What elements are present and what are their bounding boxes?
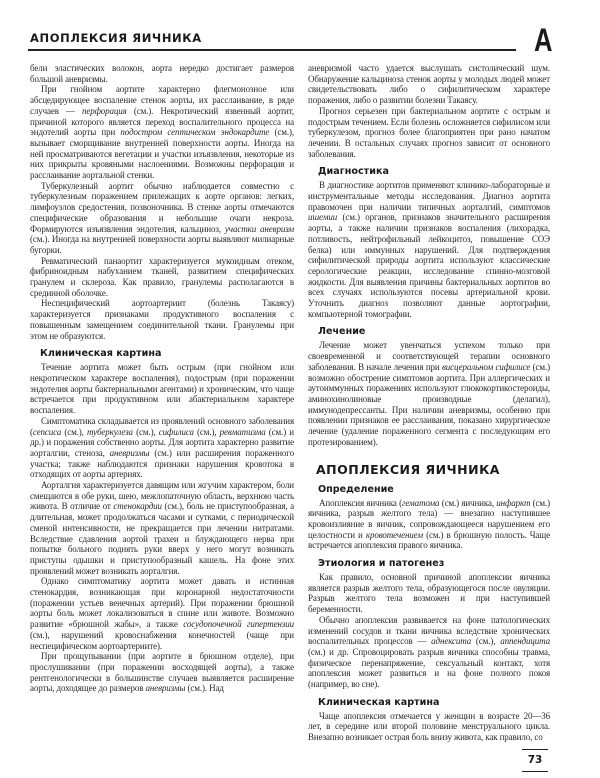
left-text-block-1 [30,63,294,341]
entry-title: АПОПЛЕКСИЯ ЯИЧНИКА [316,461,500,477]
paragraph [30,256,294,299]
definition-text [308,498,550,552]
page-number-rule-bottom [522,771,548,772]
italic-term: участки аневризм [224,223,294,234]
text-run: аневризмой часто удается выслушать систолический шум. Обнаружение кальциноза стенок аорты у молодых людей может свидетельствовать либо о сифилитическом характере поражения, либо о развитии болезни Такаясу. [308,63,550,106]
paragraph [308,615,550,690]
paragraph [308,340,550,447]
text-run: Прогноз серьезен при бактериальном аортите с острым и подострым течением. Если болезнь осложняется сифилисом или туберкулезом, прогноз более благоприятен при рано начатом лечении. В остальных случаях прогноз зависит от основного заболевания. [308,105,550,159]
page-number: 73 [527,754,543,766]
italic-term: подостром септическом эндокардите [120,127,270,138]
subheading-diagnostics: Диагностика [318,166,389,178]
italic-term: кровотечением [365,529,423,540]
text-run: (см.) или расширения пораженного участка; также наблюдаются признаки нарушения кровотока в отходящих от аорты артериях. [30,447,294,480]
paragraph [30,63,294,84]
italic-term: висцеральном сифилисе [442,361,531,372]
text-run: Аорталгия характеризуется давящим или жгучим характером, боли смещаются в обе руки, шею, межлопаточную область, верхнюю часть живота. В отличие от [30,480,294,512]
text-run: (см.), боль не приступообразная, а длительная, может продолжаться часами и сутками, с периодической сменой интенсивности, не прекращается при лечении нитратами. Вследствие сдавления аортой трахеи и блуждающего нерва при попытке больного поднять руки вверх у него могут возникать приступы одышки и приступообразный кашель. На фоне этих проявлений может возникать аорталгия. [30,501,294,576]
italic-term: аднексита [431,636,472,647]
page-number-rule-top [522,749,548,750]
italic-term: ишемии [308,212,338,223]
text-run: (см.) возможно обострение симптомов аортита. При аллергических и аутоиммунных поражениях используют глюкокортикостероиды, аминохинолиновые производные (делагил), иммунодепрессанты. При наличии аневризмы, особенно при появлении признаков ее расслаивания, показано хирургическое лечение (удаление пораженного сегмента с последующим его протезированием). [308,361,550,447]
header-rule [28,49,516,51]
italic-term: ревматизма [219,426,266,437]
text-run: (см.) и др.) и поражения собственно аорты. Для аортита характерно развитие аорталгии, стеноза, [30,426,294,458]
subheading-clinical-picture: Клиническая картина [40,348,162,360]
text-run: (см.) яичника, разрыв желтого тела) — внезапно наступившее кровоизлияние в яичник, сопровождающееся нарушением его целостности и [308,497,550,540]
text-run: (см.), [132,426,159,437]
text-run: Туберкулезный аортит обычно наблюдается совместно с туберкулезным поражением прилежащих к аорте органов: легких, лимфоузлов средостения, позвоночника. В стенке аорты отмечаются специфические образования и небольшие очаги некроза. Формируются изъязвления эндотелия, кальциноз, [30,180,294,234]
subheading-treatment: Лечение [318,326,366,338]
text-run: Чаще апоплексия отмечается у женщин в возрасте 20—36 лет, в середине или второй половине менструального цикла. Внезапно возникает острая боль внизу живота, как правило, со [308,710,550,743]
paragraph [30,576,294,651]
paragraph [30,416,294,480]
subheading-definition: Определение [318,483,394,495]
paragraph [308,572,550,615]
subheading-clinical-picture-2: Клиническая картина [318,696,440,708]
text-run: Течение аортита может быть острым (при гнойном или некротическом характере воспаления), подострым (при поражении эндотелия аорты бактериальными агентами) и хроническим, что чаще встречается при продуктивном или абактериальном характере воспаления. [30,362,294,416]
text-run: Неспецифический аортоартериит (болезнь Такаясу) характеризуется признаками продуктивного воспаления с повышенным замещением соединительной ткани. Гранулемы при этом не образуются. [30,298,294,341]
italic-term: стенокардии [113,501,162,512]
italic-term: гематома [401,497,440,508]
treatment-text [308,340,550,447]
paragraph [308,106,550,160]
right-column [308,63,550,743]
text-run: (см.), [471,636,501,647]
text-run: Апоплексия яичника ( [319,497,402,508]
paragraph [308,180,550,319]
paragraph [30,362,294,416]
paragraph [308,498,550,552]
text-run: (см.) и др. Спровоцировать разрыв яичника способны травма, физическое перенапряжение, сексуальный контакт, хотя апоплексия может развиться и на фоне полного покоя (например, во сне). [308,646,550,690]
text-run: Ревматический панаортит характеризуется мукоидным отеком, фибриноидным набуханием тканей, развитием специфических гранулем и склероза. Как правило, гранулемы располагаются в срединной оболочке. [30,255,294,298]
paragraph [30,84,294,180]
text-run: (см.). Над [185,683,224,694]
clinical-picture-text [308,711,550,743]
paragraph [30,181,294,256]
italic-term: аневризмы [145,683,186,694]
text-run: (см.) в брюшную полость. Чаще встречается апоплексия правого яичника. [308,529,550,551]
paragraph [30,480,294,576]
text-run: Симптоматика складывается из проявлений основного заболевания ( [30,415,294,437]
subheading-etiology: Этиология и патогенез [318,558,445,570]
paragraph [308,63,550,106]
italic-term: перфорация [81,105,127,116]
text-run: (см.) яичника, [439,497,497,508]
italic-term: аппендицита [500,636,550,647]
italic-term: аневризмы [109,447,150,458]
etiology-text [308,572,550,690]
text-run: (см.) органов, признаков значительного расширения аорты, а также наличии признаков воспаления (лихорадка, потливость, нейтрофильный лейкоцитоз, повышение СОЭ белка) или иммунных нарушений. Для подтверждения сифилитической природы аортита используют классические серологические реакции, исследование спинно-мозговой жидкости. Для выявления причины бактериальных аортитов во всех случаях используются посевы артериальной крови. Уточнить диагноз позволяют данные аортографии, компьютерной томографии. [308,212,550,319]
italic-term: сепсиса [32,426,62,437]
text-run: (см.), [193,426,220,437]
text-run: Лечение может увенчаться успехом только при своевременной и соответствующей терапии основного заболевания. В начале лечения при [308,340,550,372]
text-run: (см.). Некротический язвенный аортит, причиной которого является переход воспалительного процесса на эндотелий аорты при [30,105,294,138]
text-run: (см.), вызывает сморщивание внутренней поверхности аорты. Иногда на ней просматриваются вегетации и участки изъязвления, некоторые из них прикрыты кровяными наслоениями. Возможны перфорация и расслаивание аортальной стенки. [30,127,294,181]
left-column [30,63,294,694]
text-run: При гнойном аортите характерно флегмонозное или абсцедирующее воспаление стенок аорты, их расслаивание, в ряде случаев — [30,84,294,116]
italic-term: инфаркт [496,497,531,508]
text-run: Как правило, основной причиной апоплексии яичника является разрыв желтого тела, образующегося после овуляции. Разрыв желтого тела возможен и при наступившей беременности. [308,572,550,615]
text-run: (см.), [61,426,87,437]
text-run: бели эластических волокон, аорта нередко достигает размеров большой аневризмы. [30,63,294,84]
italic-term: сосудопочечной гипертензии [183,619,294,630]
text-run: В диагностике аортитов применяют клинико-лабораторные и инструментальные методы исследования. Диагноз аортита правомочен при наличии типичных аорталгий, симптомов [308,180,550,212]
text-run: Обычно апоплексия развивается на фоне патологических изменений сосудов и ткани яичника вследствие хронических воспалительных процессов — [308,614,550,647]
right-text-block-1 [308,63,550,159]
text-run: (см.), нарушений кровоснабжения конечностей (чаще при неспецифическом аортоартериите). [30,629,294,651]
text-run: (см.). Иногда на внутренней поверхности аорты выявляют милиарные бугорки. [30,234,294,255]
italic-term: сифилиса [158,426,194,437]
paragraph [30,298,294,341]
section-letter: А [534,22,553,58]
diagnostics-text [308,180,550,319]
text-run: Однако симптоматику аортита может давать и истинная стенокардия, возникающая при коронарной недостаточности (поражении устьев венечных артерий). При поражении брюшной аорты боль может локализоваться в спине или животе. Возможно развитие «брюшной жабы», а также [30,576,294,630]
paragraph [30,651,294,694]
running-title: АПОПЛЕКСИЯ ЯИЧНИКА [30,31,202,45]
left-text-block-2 [30,362,294,694]
italic-term: туберкулеза [86,426,133,437]
paragraph [308,711,550,743]
text-run: При прощупывании (при аортите в брюшном отделе), при прослушивании (при поражении восходящей аорты), а также рентгенологически в большинстве случаев выявляется расширение аорты, доходящее до размеров [30,651,294,694]
